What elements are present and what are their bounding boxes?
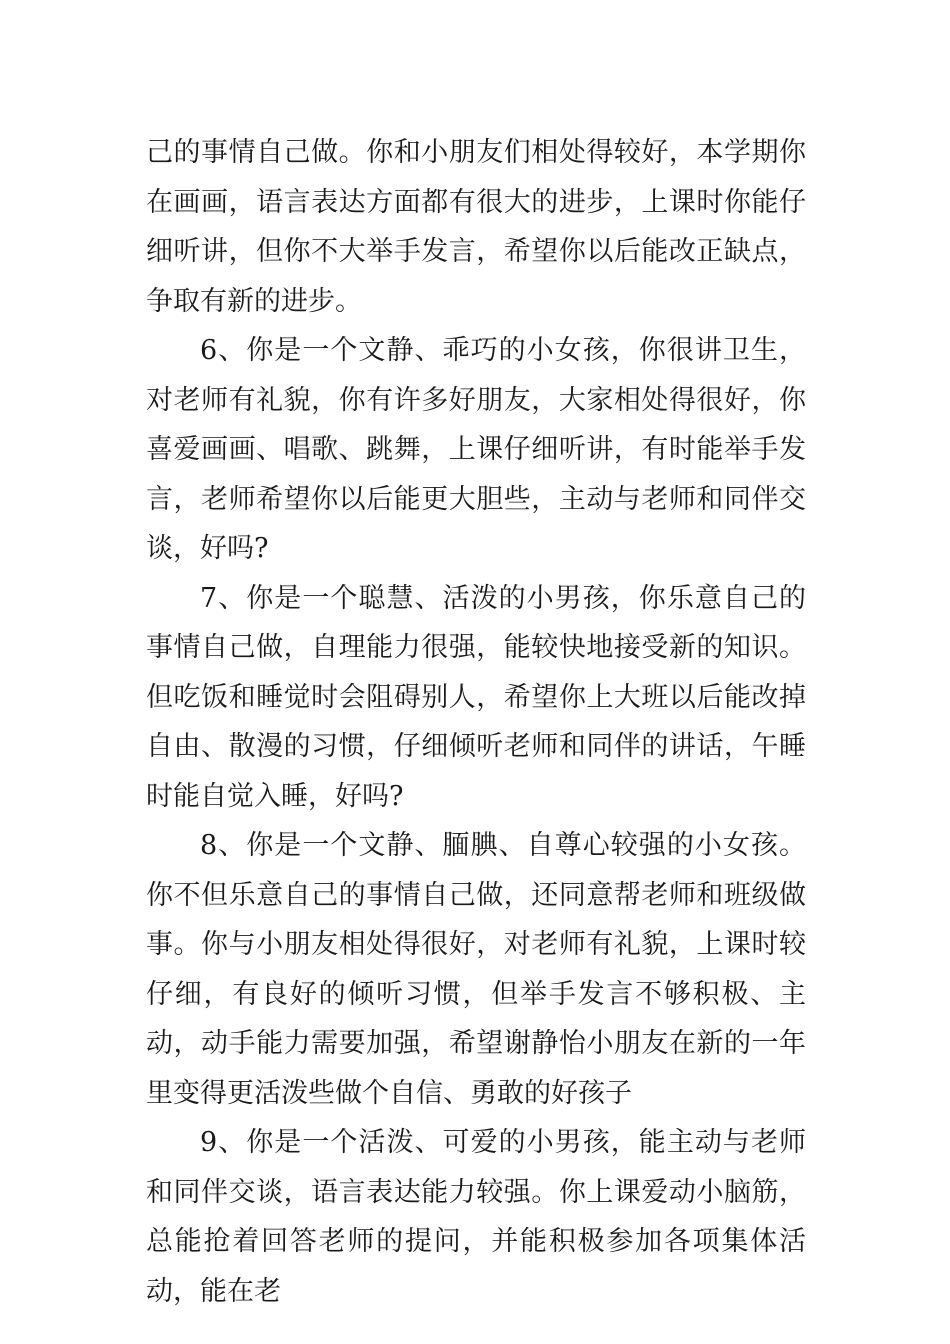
paragraph-comment-6: 6、你是一个文静、乖巧的小女孩，你很讲卫生，对老师有礼貌，你有许多好朋友，大家相处得很好，你喜爱画画、唱歌、跳舞，上课仔细听讲，有时能举手发言，老师希望你以后能更大胆些，主动与老师和同伴交谈，好吗? bbox=[146, 335, 806, 564]
paragraph-continuation: 己的事情自己做。你和小朋友们相处得较好，本学期你在画画，语言表达方面都有很大的进步，上课时你能仔细听讲，但你不大举手发言，希望你以后能改正缺点，争取有新的进步。 bbox=[146, 137, 806, 317]
paragraph-comment-9: 9、你是一个活泼、可爱的小男孩，能主动与老师和同伴交谈，语言表达能力较强。你上课爱动小脑筋，总能抢着回答老师的提问，并能积极参加各项集体活动，能在老 bbox=[146, 1127, 806, 1307]
document-body bbox=[146, 128, 806, 1316]
paragraph-comment-8: 8、你是一个文静、腼腆、自尊心较强的小女孩。你不但乐意自己的事情自己做，还同意帮老师和班级做事。你与小朋友相处得很好，对老师有礼貌，上课时较仔细，有良好的倾听习惯，但举手发言不够积极、主动，动手能力需要加强，希望谢静怡小朋友在新的一年里变得更活泼些做个自信、勇敢的好孩子 bbox=[146, 830, 806, 1109]
paragraph-comment-7: 7、你是一个聪慧、活泼的小男孩，你乐意自己的事情自己做，自理能力很强，能较快地接受新的知识。但吃饭和睡觉时会阻碍别人，希望你上大班以后能改掉自由、散漫的习惯，仔细倾听老师和同伴的讲话，午睡时能自觉入睡，好吗? bbox=[146, 582, 806, 812]
